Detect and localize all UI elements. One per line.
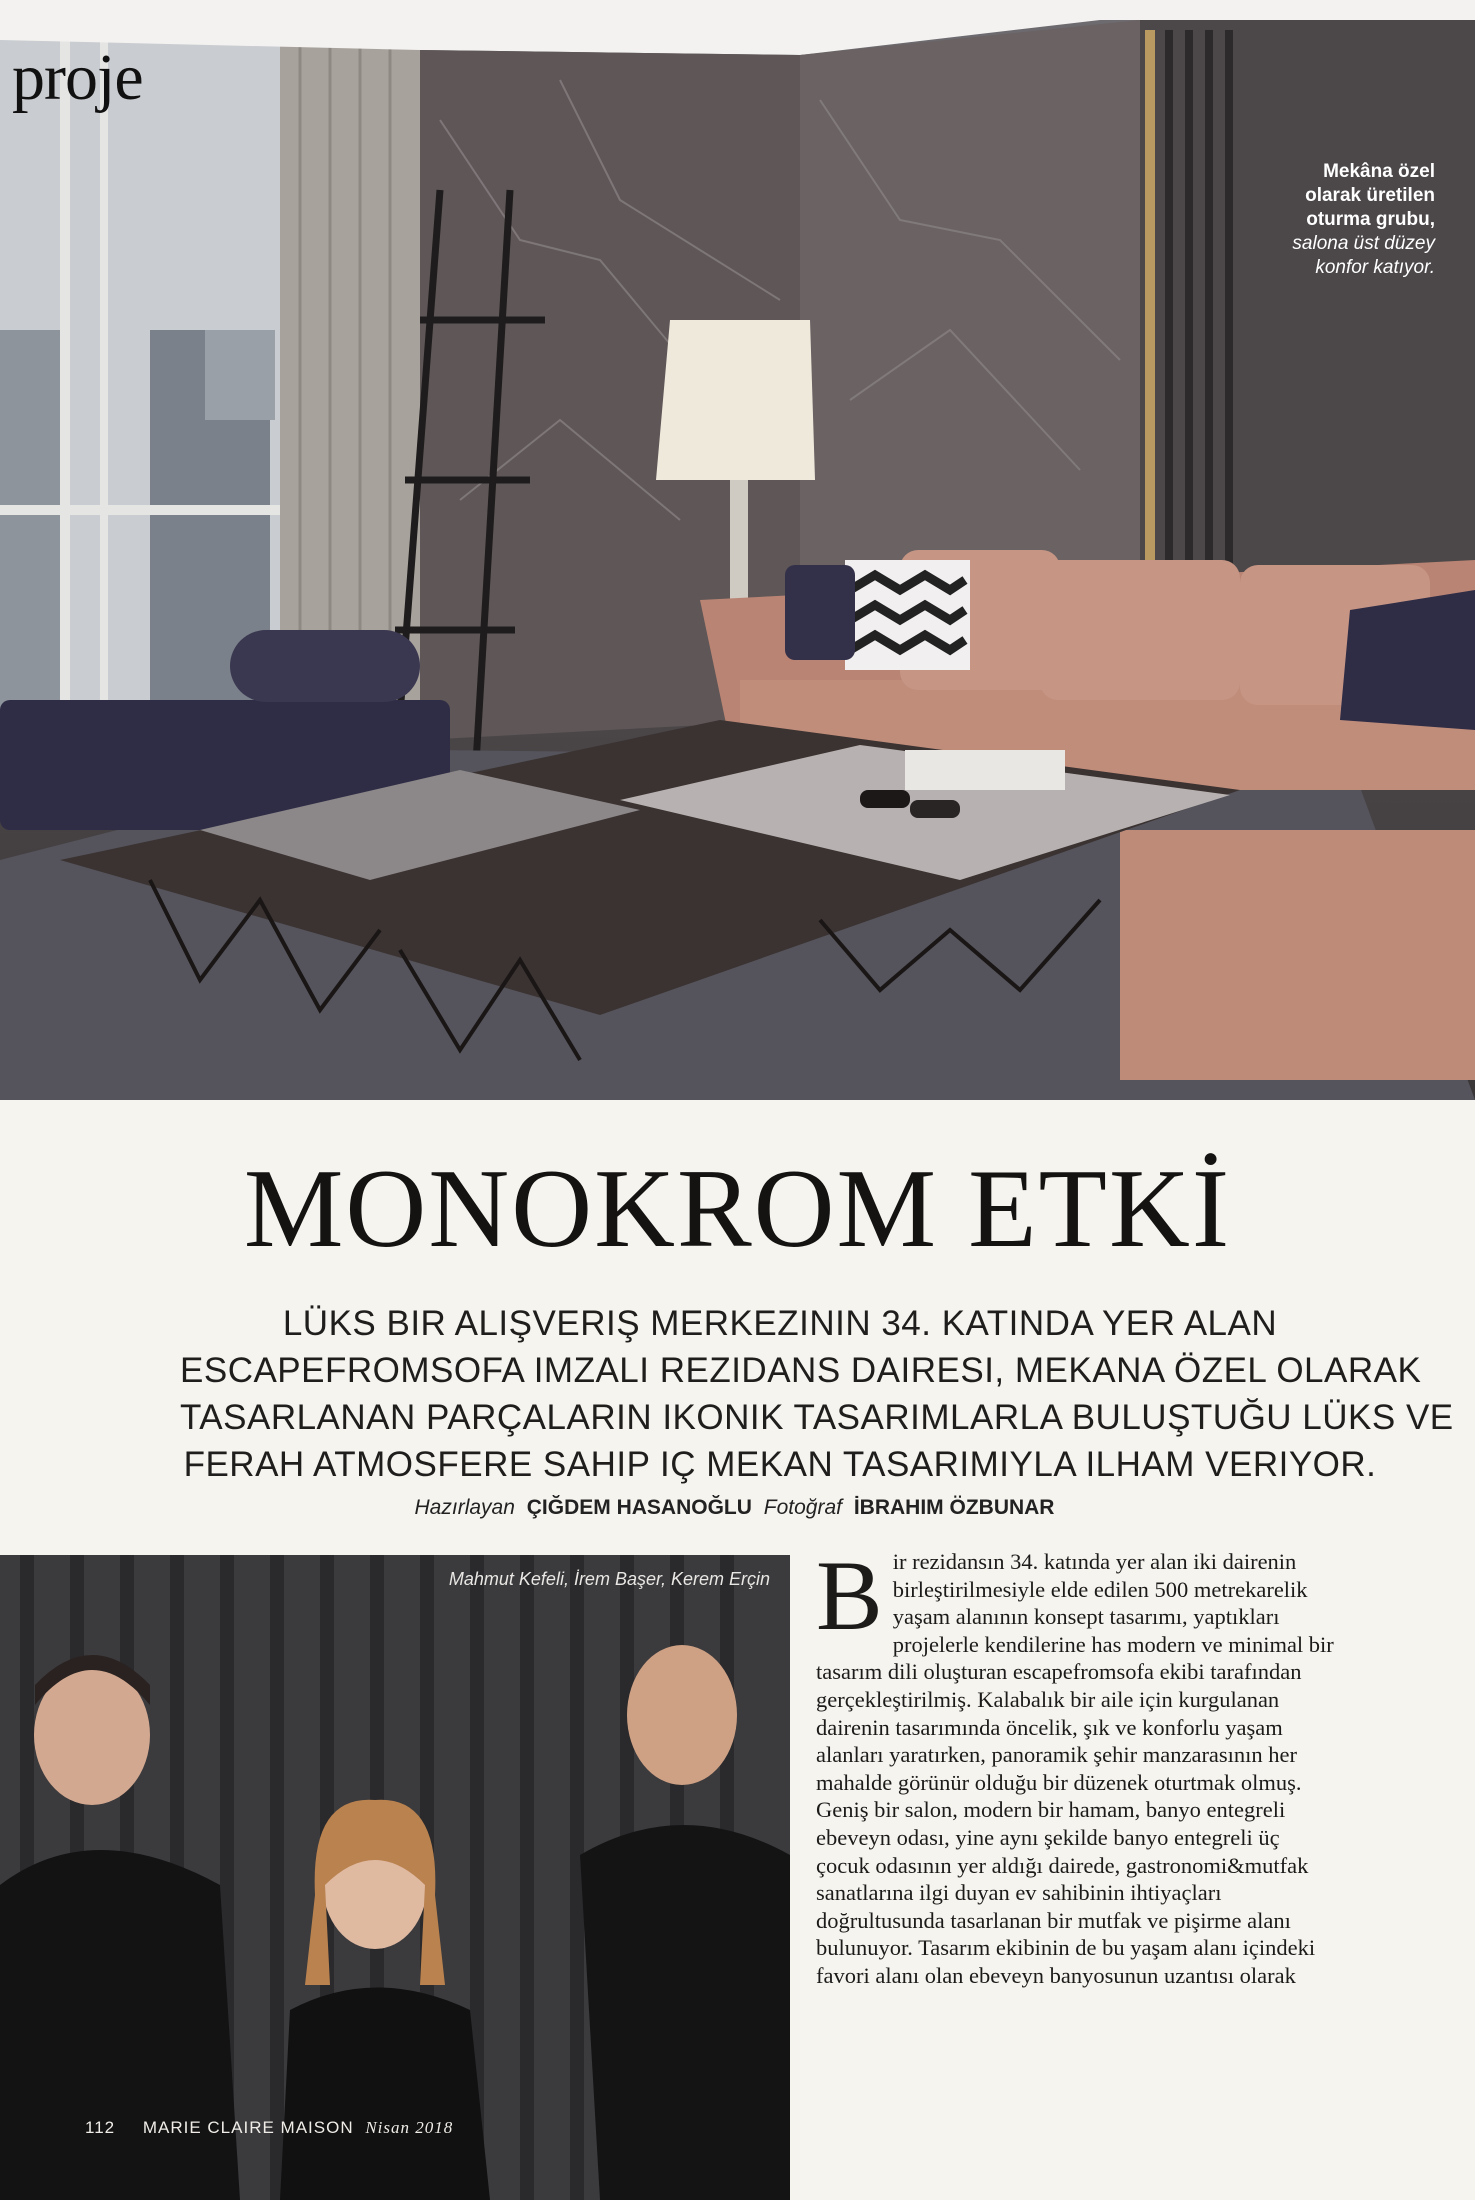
photo-name: İBRAHIM ÖZBUNAR [853,1496,1055,1519]
body-line: ebeveyn odası, yine aynı şekilde banyo entegreli üç [816,1824,1280,1850]
page-number: 112 [85,2118,116,2137]
person-face [627,1645,737,1785]
team-caption: Mahmut Kefeli, İrem Başer, Kerem Erçin [448,1569,770,1589]
deck-line: LÜKS BIR ALIŞVERIŞ MERKEZININ 34. KATINDA YER ALAN [282,1304,1278,1343]
body-line: doğrultusunda tasarlanan bir mutfak ve pişirme alanı [816,1907,1291,1933]
body-line: bulunuyor. Tasarım ekibinin de bu yaşam alanı içindeki [816,1935,1316,1961]
article-headline: MONOKROM ETKİ [243,1147,1232,1271]
person-shirt [0,1850,240,2200]
team-photo [0,1555,790,2200]
navy-pillow [1340,590,1475,730]
body-line: ir rezidansın 34. katında yer alan iki dairenin [892,1549,1297,1574]
body-line: birleştirilmesiyle elde edilen 500 metrekarelik [892,1576,1308,1602]
caption-line: salona üst düzey [1292,233,1435,254]
team-illustration [0,1555,790,2200]
prepared-name: ÇIĞDEM HASANOĞLU [526,1496,752,1519]
caption-line: Mekâna özel [1323,161,1435,182]
body-line: sanatlarına ilgi duyan ev sahibinin ihtiyaçları [816,1880,1222,1906]
body-line: Geniş bir salon, modern bir hamam, banyo entegreli [816,1797,1286,1823]
navy-pillow [785,565,855,660]
city-tower [0,330,70,720]
body-line: projelerle kendilerine has modern ve minimal bir [892,1631,1334,1657]
person-shirt [580,1825,790,2200]
deck-line: ESCAPEFROMSOFA IMZALI REZIDANS DAIRESI, MEKANA ÖZEL OLARAK [180,1351,1422,1390]
article-body [816,1540,1422,1990]
issue-date: Nisan 2018 [365,2118,454,2137]
city-tower [205,330,275,420]
prepared-label: Hazırlayan [414,1496,515,1519]
bolster-pillow [230,630,420,702]
photo-caption [1175,160,1435,280]
body-line: tasarım dili oluşturan escapefromsofa ekibi tarafından [816,1659,1302,1685]
caption-line: oturma grubu, [1306,209,1435,230]
caption-line: olarak üretilen [1305,185,1435,206]
body-line: alanları yaratırken, panoramik şehir manzarasının her [816,1742,1298,1768]
deck-line: TASARLANAN PARÇALARIN IKONIK TASARIMLARLA BULUŞTUĞU LÜKS VE [180,1398,1454,1437]
page-footer [85,2118,453,2138]
body-line: favori alanı olan ebeveyn banyosunun uzantısı olarak [816,1962,1296,1988]
section-label: proje [12,41,143,114]
article-deck [180,1300,1454,1488]
article-credits [0,1496,1475,1520]
body-line: gerçekleştirilmiş. Kalabalık bir aile için kurgulanan [816,1686,1280,1712]
photo-label: Fotoğraf [763,1496,842,1519]
body-line: yaşam alanının konsept tasarımı, yaptıkları [892,1604,1280,1630]
window-frame [0,505,290,515]
magazine-name: MARIE CLAIRE MAISON [142,2118,354,2137]
body-line: çocuk odasının yer aldığı dairede, gastronomi&mutfak [816,1852,1309,1878]
caption-line: konfor katıyor. [1315,257,1435,278]
coffee-table-books [905,750,1065,790]
sofa-cushion [1040,560,1240,700]
deck-line: FERAH ATMOSFERE SAHIP IÇ MEKAN TASARIMIYLA ILHAM VERIYOR. [183,1445,1377,1484]
sofa-chaise [1120,830,1475,1080]
floor-lamp-shade [656,320,815,480]
drop-cap: B [816,1540,883,1651]
body-line: mahalde görünür olduğu bir düzenek oturtmak olmuş. [816,1769,1302,1795]
brass-strip [1145,30,1155,590]
body-line: dairenin tasarımında öncelik, şık ve konforlu yaşam [816,1714,1283,1740]
person-shirt [280,1988,490,2200]
